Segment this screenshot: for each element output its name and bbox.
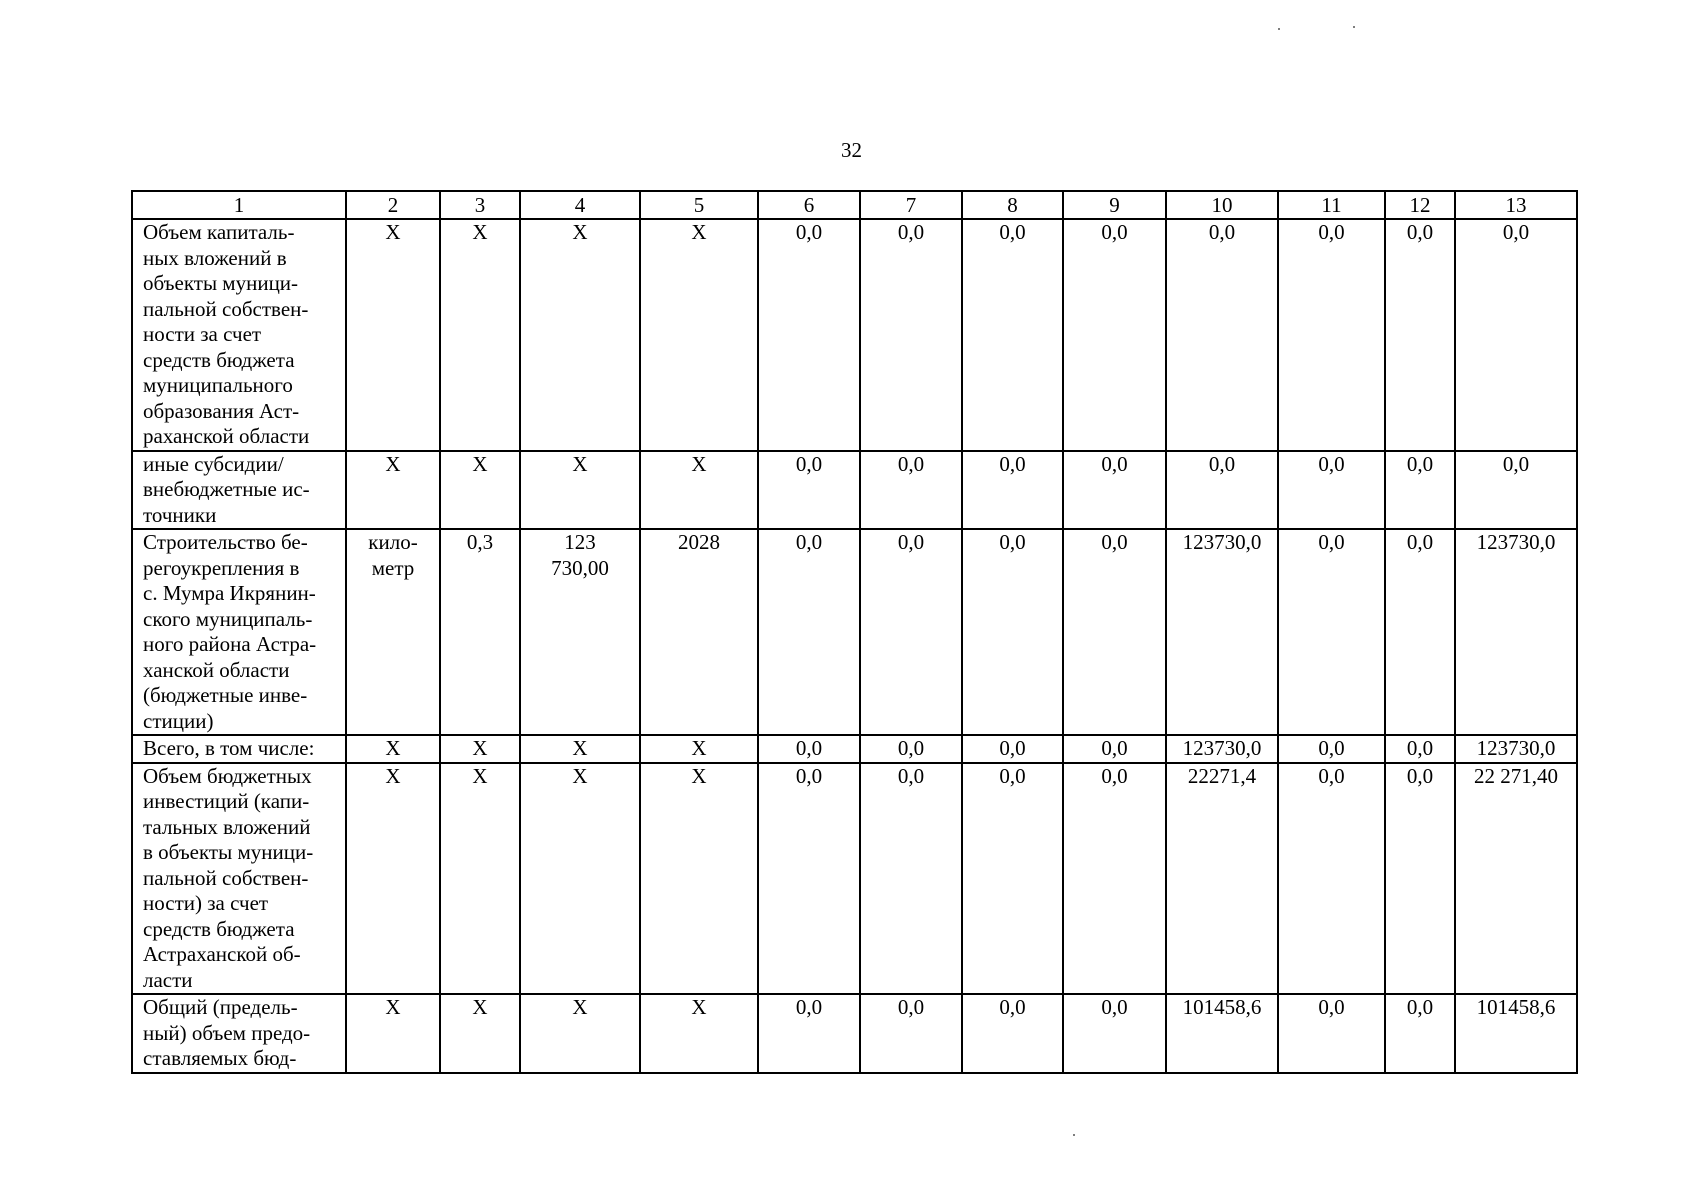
table-cell: 0,0 — [962, 219, 1063, 451]
table-cell: 0,0 — [1063, 994, 1166, 1073]
table-cell: 0,0 — [860, 529, 962, 735]
table-cell: X — [440, 763, 520, 995]
row-label: Всего, в том числе: — [132, 735, 346, 763]
table-row — [132, 529, 1577, 735]
row-label: Общий (предель- ный) объем предо- ставляемых бюд- — [132, 994, 346, 1073]
table-cell: 0,0 — [758, 735, 860, 763]
row-label: иные субсидии/ внебюджетные ис- точники — [132, 451, 346, 530]
table-cell: X — [440, 735, 520, 763]
column-header: 10 — [1166, 191, 1278, 219]
table-cell: X — [640, 763, 758, 995]
table-cell: X — [520, 219, 640, 451]
table-cell: 0,0 — [1278, 763, 1385, 995]
table-cell: X — [440, 219, 520, 451]
table-cell: 0,0 — [758, 994, 860, 1073]
table-cell: 0,0 — [1385, 763, 1455, 995]
table-cell: 0,0 — [860, 451, 962, 530]
row-label: Объем бюджетных инвестиций (капи- тальных вложений в объекты муници- пальной собствен- ности) за счет средств бюджета Астраханской об- ласти — [132, 763, 346, 995]
table-cell: 0,0 — [962, 735, 1063, 763]
column-header: 11 — [1278, 191, 1385, 219]
table-row — [132, 994, 1577, 1073]
table-row — [132, 219, 1577, 451]
column-header: 9 — [1063, 191, 1166, 219]
table-cell: 0,0 — [1385, 735, 1455, 763]
table-cell: X — [520, 994, 640, 1073]
column-header: 5 — [640, 191, 758, 219]
column-header: 3 — [440, 191, 520, 219]
table-cell: 0,0 — [1278, 451, 1385, 530]
table-cell: 0,0 — [1455, 219, 1577, 451]
column-header: 7 — [860, 191, 962, 219]
table-cell: 0,0 — [1166, 219, 1278, 451]
column-header: 2 — [346, 191, 440, 219]
table-cell: X — [440, 451, 520, 530]
row-label: Строительство бе- регоукрепления в с. Мумра Икрянин- ского муниципаль- ного района Астра- ханской области (бюджетные инве- стиции) — [132, 529, 346, 735]
table-cell: 0,0 — [1063, 219, 1166, 451]
table-cell: X — [640, 735, 758, 763]
table-cell: 0,0 — [860, 994, 962, 1073]
table-cell: X — [520, 763, 640, 995]
page-number: 32 — [841, 138, 862, 162]
table-cell: 2028 — [640, 529, 758, 735]
table-row — [132, 451, 1577, 530]
table-cell: кило- метр — [346, 529, 440, 735]
table-cell: 0,0 — [860, 735, 962, 763]
table-cell: 0,0 — [1278, 735, 1385, 763]
scan-speck — [1278, 28, 1280, 30]
table-cell: 0,0 — [962, 763, 1063, 995]
table-cell: 123730,0 — [1166, 529, 1278, 735]
table-cell: 0,0 — [1063, 763, 1166, 995]
scan-speck — [1353, 26, 1355, 28]
table-cell: 0,0 — [1063, 735, 1166, 763]
table-cell: 123730,0 — [1455, 529, 1577, 735]
column-header: 8 — [962, 191, 1063, 219]
table-row — [132, 735, 1577, 763]
table-cell: X — [440, 994, 520, 1073]
column-header: 4 — [520, 191, 640, 219]
table-cell: 0,0 — [1278, 219, 1385, 451]
header-row — [132, 191, 1577, 219]
table-cell: 0,0 — [1063, 529, 1166, 735]
table-row — [132, 763, 1577, 995]
table-cell: X — [346, 451, 440, 530]
table-cell: 101458,6 — [1455, 994, 1577, 1073]
column-header: 13 — [1455, 191, 1577, 219]
table-cell: 22 271,40 — [1455, 763, 1577, 995]
table-cell: X — [640, 219, 758, 451]
table-cell: X — [520, 735, 640, 763]
table-cell: 123730,0 — [1455, 735, 1577, 763]
table-cell: 0,0 — [962, 994, 1063, 1073]
column-header: 6 — [758, 191, 860, 219]
table-cell: 0,0 — [1278, 994, 1385, 1073]
table-cell: X — [640, 994, 758, 1073]
table-cell: 0,0 — [758, 763, 860, 995]
table-cell: 22271,4 — [1166, 763, 1278, 995]
table-cell: 0,0 — [860, 219, 962, 451]
table-cell: 0,0 — [860, 763, 962, 995]
table-cell: 0,0 — [962, 451, 1063, 530]
table-cell: X — [520, 451, 640, 530]
scan-speck — [1073, 1134, 1075, 1136]
data-table — [131, 190, 1578, 1074]
table-cell: X — [346, 219, 440, 451]
table-cell: 0,0 — [962, 529, 1063, 735]
table-cell: X — [346, 763, 440, 995]
table-cell: 0,0 — [758, 529, 860, 735]
table-cell: X — [640, 451, 758, 530]
table-cell: 0,0 — [1385, 994, 1455, 1073]
table-cell: 0,0 — [1385, 219, 1455, 451]
table-cell: X — [346, 735, 440, 763]
table-cell: 0,3 — [440, 529, 520, 735]
table-cell: 0,0 — [758, 451, 860, 530]
table-cell: 0,0 — [1166, 451, 1278, 530]
column-header: 12 — [1385, 191, 1455, 219]
table-cell: 0,0 — [1455, 451, 1577, 530]
row-label: Объем капиталь- ных вложений в объекты муници- пальной собствен- ности за счет средств бюджета муниципального образования Аст- раханской области — [132, 219, 346, 451]
column-header: 1 — [132, 191, 346, 219]
table-cell: 0,0 — [1278, 529, 1385, 735]
table-cell: 0,0 — [758, 219, 860, 451]
table-cell: 101458,6 — [1166, 994, 1278, 1073]
table-cell: 123730,0 — [1166, 735, 1278, 763]
table-cell: 0,0 — [1385, 529, 1455, 735]
table-cell: 0,0 — [1385, 451, 1455, 530]
table-cell: X — [346, 994, 440, 1073]
table-cell: 0,0 — [1063, 451, 1166, 530]
table-cell: 123 730,00 — [520, 529, 640, 735]
